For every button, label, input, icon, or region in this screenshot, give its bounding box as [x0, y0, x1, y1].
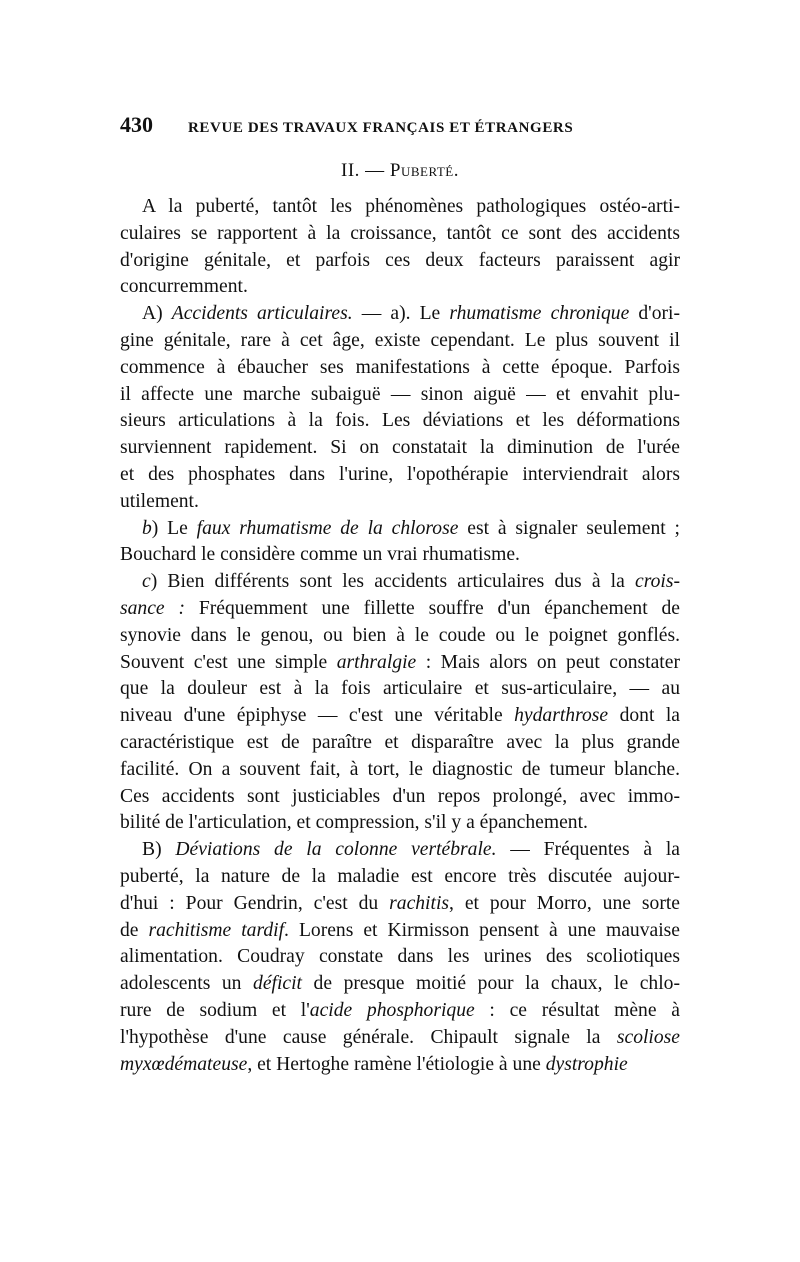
text-segment: A la puberté, tantôt les phénomènes pathologiques ostéo-arti- [142, 196, 680, 217]
text-line [120, 918, 680, 945]
italic-text: hydarthrose [514, 705, 609, 727]
text-segment: caractéristique est de paraître et disparaître avec la plus grande [120, 731, 680, 753]
paragraph [120, 837, 680, 1078]
text-segment: gine génitale, rare à cet âge, existe cependant. Le plus souvent il [120, 329, 680, 351]
text-line [120, 703, 680, 730]
text-segment: rure de sodium et l' [120, 999, 310, 1021]
text-line [120, 864, 680, 891]
italic-text: dystrophie [545, 1053, 628, 1075]
text-line [120, 1025, 680, 1052]
text-segment: et des phosphates dans l'urine, l'opothérapie interviendrait alors [120, 463, 680, 485]
text-line [120, 382, 680, 409]
italic-text: b [142, 517, 152, 539]
text-line [120, 489, 680, 516]
journal-title: REVUE DES TRAVAUX FRANÇAIS ET ÉTRANGERS [188, 120, 574, 136]
text-segment: Ces accidents sont justiciables d'un repos prolongé, avec immo- [120, 785, 680, 807]
page [120, 112, 680, 1078]
text-segment: niveau d'une épiphyse — c'est une véritable [120, 705, 515, 727]
text-line [120, 971, 680, 998]
text-line [120, 408, 680, 435]
text-segment: utilement. [120, 490, 199, 512]
text-line [120, 542, 680, 569]
text-line [120, 248, 680, 275]
text-line [120, 194, 680, 221]
text-line [120, 328, 680, 355]
italic-text: Déviations de la colonne vertébrale. [175, 839, 497, 861]
text-segment: — Fréquentes à la [496, 839, 680, 861]
text-line [120, 998, 680, 1025]
italic-text: faux rhumatisme de la chlorose [196, 517, 459, 539]
text-line [120, 355, 680, 382]
text-segment: Souvent c'est une simple [120, 651, 337, 673]
text-segment: d'ori- [629, 303, 680, 325]
italic-text: déficit [253, 973, 302, 995]
text-line [120, 596, 680, 623]
italic-text: rhumatisme chronique [449, 303, 630, 325]
section-number: II. — [341, 160, 390, 181]
text-segment: : ce résultat mène à [474, 999, 680, 1021]
text-segment: de presque moitié pour la chaux, le chlo- [301, 973, 680, 995]
italic-text: sance : [120, 597, 185, 619]
text-line [120, 837, 680, 864]
italic-text: arthralgie [336, 651, 417, 673]
paragraph [120, 569, 680, 837]
italic-text: rachitisme tardif [148, 919, 285, 941]
text-line [120, 623, 680, 650]
text-line [120, 676, 680, 703]
text-segment: Fréquemment une fillette souffre d'un épanchement de [184, 597, 680, 619]
text-segment: A) [142, 303, 172, 325]
text-segment: l'hypothèse d'une cause générale. Chipault signale la [120, 1026, 617, 1048]
text-line [120, 891, 680, 918]
italic-text: c [142, 571, 151, 593]
italic-text: rachitis [389, 892, 450, 914]
text-line [120, 784, 680, 811]
text-line [120, 730, 680, 757]
text-segment: d'hui : Pour Gendrin, c'est du [120, 892, 390, 914]
text-segment: : Mais alors on peut constater [416, 651, 680, 673]
text-segment: . Lorens et Kirmisson pensent à une mauvaise [284, 919, 680, 941]
running-head [120, 112, 680, 142]
text-line [120, 435, 680, 462]
text-segment: d'origine génitale, et parfois ces deux facteurs paraissent agir [120, 249, 680, 271]
text-line [120, 301, 680, 328]
text-line [120, 569, 680, 596]
text-line [120, 516, 680, 543]
text-line [120, 274, 680, 301]
text-segment: commence à ébaucher ses manifestations à cette époque. Parfois [120, 356, 680, 378]
page-number: 430 [120, 112, 153, 137]
italic-text: acide phosphorique [309, 999, 475, 1021]
text-segment: sieurs articulations à la fois. Les déviations et les déformations [120, 410, 680, 432]
text-segment: surviennent rapidement. Si on constatait la diminution de l'urée [120, 437, 680, 459]
text-segment: puberté, la nature de la maladie est encore très discutée aujour- [120, 865, 680, 887]
text-segment: B) [142, 839, 176, 861]
body-text [120, 194, 680, 1078]
text-segment: Bouchard le considère comme un vrai rhumatisme. [120, 544, 520, 566]
text-segment: concurremment. [120, 276, 248, 298]
text-segment: bilité de l'articulation, et compression, s'il y a épanchement. [120, 812, 588, 834]
text-segment: que la douleur est à la fois articulaire et sus-articulaire, — au [120, 678, 680, 700]
text-segment: dont la [608, 705, 680, 727]
text-segment: alimentation. Coudray constate dans les urines des scoliotiques [120, 946, 680, 968]
section-title [120, 160, 680, 182]
text-segment: il affecte une marche subaiguë — sinon aiguë — et envahit plu- [120, 383, 680, 405]
text-line [120, 810, 680, 837]
text-segment: adolescents un [120, 973, 254, 995]
text-segment: ) Bien différents sont les accidents articulaires dus à la [150, 571, 635, 593]
paragraph [120, 516, 680, 570]
text-segment: synovie dans le genou, ou bien à le coude ou le poignet gonflés. [120, 624, 680, 646]
text-segment: ) Le [151, 517, 197, 539]
text-segment: culaires se rapportent à la croissance, tantôt ce sont des accidents [120, 222, 680, 244]
paragraph [120, 301, 680, 515]
text-line [120, 650, 680, 677]
italic-text: myxœdémateuse [120, 1053, 248, 1075]
section-name: Puberté. [389, 160, 459, 181]
text-line [120, 221, 680, 248]
text-segment: facilité. On a souvent fait, à tort, le diagnostic de tumeur blanche. [120, 758, 680, 780]
paragraph [120, 194, 680, 301]
text-segment: , et Hertoghe ramène l'étiologie à une [247, 1053, 546, 1075]
italic-text: crois- [635, 571, 680, 593]
text-segment: est à signaler seulement ; [458, 517, 680, 539]
text-segment: de [120, 919, 149, 941]
italic-text: scoliose [616, 1026, 680, 1048]
text-line [120, 944, 680, 971]
text-segment: — a). Le [352, 303, 450, 325]
text-line [120, 757, 680, 784]
text-line [120, 1052, 680, 1079]
text-segment: , et pour Morro, une sorte [449, 892, 680, 914]
text-line [120, 462, 680, 489]
italic-text: Accidents articulaires. [171, 303, 353, 325]
